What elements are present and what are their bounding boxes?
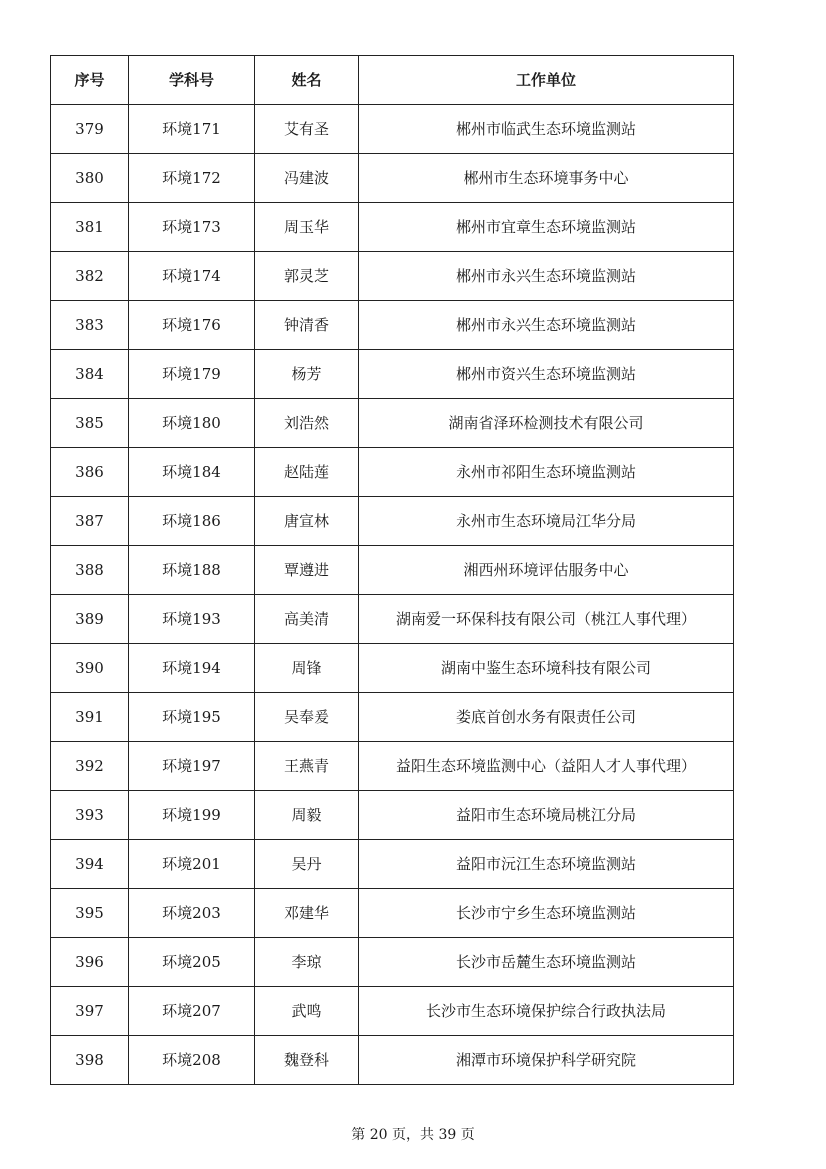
- cell-unit: 郴州市永兴生态环境监测站: [359, 301, 734, 350]
- cell-name: 刘浩然: [255, 399, 359, 448]
- cell-unit: 益阳市生态环境局桃江分局: [359, 791, 734, 840]
- cell-unit: 湘西州环境评估服务中心: [359, 546, 734, 595]
- cell-code: 环境199: [129, 791, 255, 840]
- header-unit: 工作单位: [359, 56, 734, 105]
- cell-unit: 永州市祁阳生态环境监测站: [359, 448, 734, 497]
- cell-unit: 湘潭市环境保护科学研究院: [359, 1036, 734, 1085]
- table-row: [51, 1036, 734, 1085]
- cell-no: 384: [51, 350, 129, 399]
- cell-unit: 娄底首创水务有限责任公司: [359, 693, 734, 742]
- cell-no: 393: [51, 791, 129, 840]
- cell-name: 周玉华: [255, 203, 359, 252]
- cell-name: 郭灵芝: [255, 252, 359, 301]
- cell-code: 环境184: [129, 448, 255, 497]
- cell-unit: 湖南省泽环检测技术有限公司: [359, 399, 734, 448]
- table-body: [51, 105, 734, 1085]
- table-row: [51, 301, 734, 350]
- cell-code: 环境172: [129, 154, 255, 203]
- table-row: [51, 840, 734, 889]
- table-row: [51, 644, 734, 693]
- table-row: [51, 987, 734, 1036]
- cell-name: 吴丹: [255, 840, 359, 889]
- cell-code: 环境205: [129, 938, 255, 987]
- table-row: [51, 154, 734, 203]
- cell-code: 环境195: [129, 693, 255, 742]
- cell-unit: 益阳市沅江生态环境监测站: [359, 840, 734, 889]
- cell-unit: 长沙市生态环境保护综合行政执法局: [359, 987, 734, 1036]
- cell-no: 385: [51, 399, 129, 448]
- cell-no: 387: [51, 497, 129, 546]
- cell-code: 环境174: [129, 252, 255, 301]
- table-row: [51, 252, 734, 301]
- cell-unit: 郴州市资兴生态环境监测站: [359, 350, 734, 399]
- table-row: [51, 497, 734, 546]
- cell-name: 邓建华: [255, 889, 359, 938]
- cell-unit: 湖南中鉴生态环境科技有限公司: [359, 644, 734, 693]
- cell-unit: 长沙市宁乡生态环境监测站: [359, 889, 734, 938]
- cell-name: 李琼: [255, 938, 359, 987]
- cell-code: 环境201: [129, 840, 255, 889]
- cell-name: 钟清香: [255, 301, 359, 350]
- cell-no: 386: [51, 448, 129, 497]
- cell-unit: 郴州市临武生态环境监测站: [359, 105, 734, 154]
- table-row: [51, 350, 734, 399]
- table-row: [51, 595, 734, 644]
- cell-unit: 益阳生态环境监测中心（益阳人才人事代理）: [359, 742, 734, 791]
- cell-name: 赵陆莲: [255, 448, 359, 497]
- cell-name: 周锋: [255, 644, 359, 693]
- cell-no: 398: [51, 1036, 129, 1085]
- cell-code: 环境176: [129, 301, 255, 350]
- table-row: [51, 105, 734, 154]
- cell-no: 389: [51, 595, 129, 644]
- cell-unit: 郴州市生态环境事务中心: [359, 154, 734, 203]
- table-row: [51, 742, 734, 791]
- header-code: 学科号: [129, 56, 255, 105]
- cell-code: 环境193: [129, 595, 255, 644]
- table-header-row: [51, 56, 734, 105]
- cell-name: 杨芳: [255, 350, 359, 399]
- cell-no: 382: [51, 252, 129, 301]
- cell-code: 环境179: [129, 350, 255, 399]
- table-row: [51, 448, 734, 497]
- cell-name: 唐宣林: [255, 497, 359, 546]
- cell-name: 魏登科: [255, 1036, 359, 1085]
- cell-code: 环境188: [129, 546, 255, 595]
- roster-table: [50, 55, 734, 1085]
- cell-code: 环境180: [129, 399, 255, 448]
- cell-unit: 郴州市宜章生态环境监测站: [359, 203, 734, 252]
- cell-name: 王燕青: [255, 742, 359, 791]
- cell-code: 环境194: [129, 644, 255, 693]
- cell-code: 环境208: [129, 1036, 255, 1085]
- cell-unit: 湖南爱一环保科技有限公司（桃江人事代理）: [359, 595, 734, 644]
- cell-name: 武鸣: [255, 987, 359, 1036]
- cell-name: 周毅: [255, 791, 359, 840]
- cell-no: 395: [51, 889, 129, 938]
- cell-name: 高美清: [255, 595, 359, 644]
- cell-no: 391: [51, 693, 129, 742]
- cell-code: 环境171: [129, 105, 255, 154]
- cell-unit: 郴州市永兴生态环境监测站: [359, 252, 734, 301]
- header-name: 姓名: [255, 56, 359, 105]
- table-row: [51, 693, 734, 742]
- cell-code: 环境197: [129, 742, 255, 791]
- table-row: [51, 399, 734, 448]
- cell-no: 388: [51, 546, 129, 595]
- cell-code: 环境173: [129, 203, 255, 252]
- cell-unit: 永州市生态环境局江华分局: [359, 497, 734, 546]
- cell-name: 冯建波: [255, 154, 359, 203]
- cell-no: 381: [51, 203, 129, 252]
- cell-unit: 长沙市岳麓生态环境监测站: [359, 938, 734, 987]
- cell-no: 380: [51, 154, 129, 203]
- header-no: 序号: [51, 56, 129, 105]
- cell-no: 392: [51, 742, 129, 791]
- cell-no: 394: [51, 840, 129, 889]
- page-number-footer: 第 20 页，共 39 页: [351, 1127, 475, 1143]
- cell-name: 吴奉爰: [255, 693, 359, 742]
- cell-code: 环境203: [129, 889, 255, 938]
- cell-no: 397: [51, 987, 129, 1036]
- cell-no: 383: [51, 301, 129, 350]
- cell-name: 覃遵进: [255, 546, 359, 595]
- table-row: [51, 203, 734, 252]
- cell-code: 环境207: [129, 987, 255, 1036]
- table-row: [51, 791, 734, 840]
- cell-code: 环境186: [129, 497, 255, 546]
- table-row: [51, 938, 734, 987]
- cell-no: 390: [51, 644, 129, 693]
- cell-no: 396: [51, 938, 129, 987]
- table-row: [51, 546, 734, 595]
- cell-name: 艾有圣: [255, 105, 359, 154]
- table-row: [51, 889, 734, 938]
- cell-no: 379: [51, 105, 129, 154]
